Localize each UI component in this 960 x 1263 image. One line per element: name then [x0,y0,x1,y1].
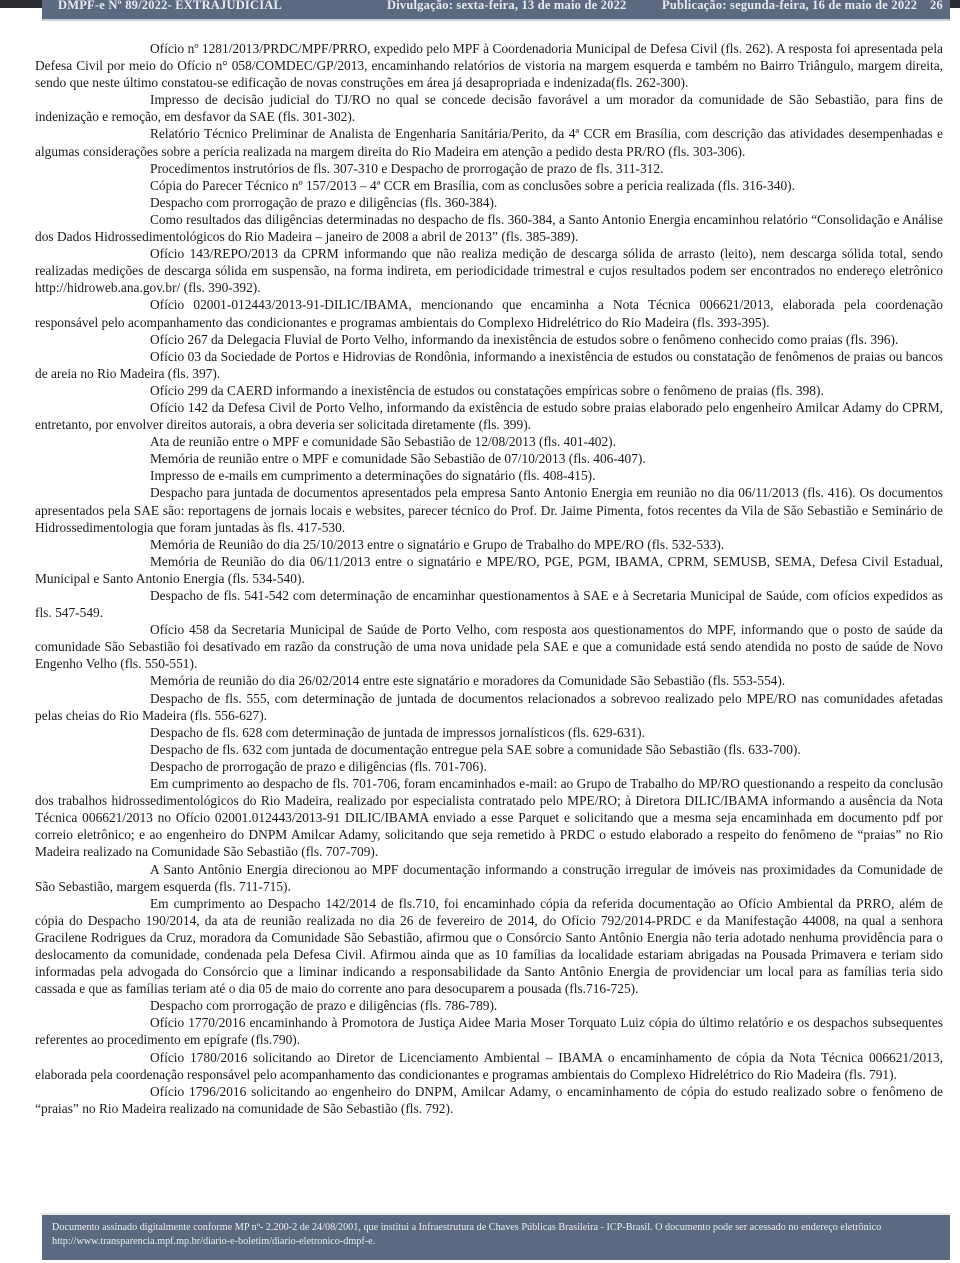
page-footer [42,1213,950,1260]
paragraph: Impresso de decisão judicial do TJ/RO no qual se concede decisão favorável a um morador da comunidade de São Sebastião, para fins de indenização e remoção, em desfavor da SAE (fls. 301-302). [35,92,943,125]
paragraph: Como resultados das diligências determinadas no despacho de fls. 360-384, a Santo Antonio Energia encaminhou relatório “Consolidação e Análise dos Dados Hidrossedimentológicos do Rio Madeira – janeiro de 2008 a abril de 2013” (fls. 385-389). [35,211,943,245]
paragraph: Despacho de fls. 541-542 com determinação de encaminhar questionamentos à SAE e à Secretaria Municipal de Saúde, com ofícios expedidos as fls. 547-549. [35,588,943,621]
paragraph: Despacho de prorrogação de prazo e diligências (fls. 701-706). [150,758,487,774]
publicacao-date: Publicação: segunda-feira, 16 de maio de 2022 [662,0,918,12]
edition-label: DMPF-e Nº 89/2022- EXTRAJUDICIAL [58,0,283,12]
page-number: 26 [930,0,943,12]
paragraph: Despacho com prorrogação de prazo e diligências (fls. 360-384). [150,194,498,210]
paragraph: Despacho de fls. 632 com juntada de documentação entregue pela SAE sobre a comunidade São Sebastião (fls. 633-700). [150,741,801,757]
paragraph: Em cumprimento ao Despacho 142/2014 de fls.710, foi encaminhado cópia da referida documentação ao Ofício Ambiental da PRRO, além de cópia do Despacho 190/2014, da ata de reunião realizada no dia 26 de fevereiro de 2014, do Ofício 792/2014-PRDC e da Manifestação 44008, na qual a senhora Gracilene Rodrigues da Cruz, moradora da Comunidade São Sebastião, afirmou que o Consórcio Santo Antônio Energia não teria adotado nenhuma providência para o deslocamento da comunidade, condenada pela Defesa Civil. Afirmou ainda que as 10 famílias da localidade estariam abrigadas na Pousada Primavera e teriam sido informadas pela advogada do Consórcio que a liminar indicando a responsabilidade da Santo Antônio Energia de providenciar um local para as famílias teria sido cassada e que as famílias teriam até o dia 05 de maio do corrente ano para desocuparem a pousada (fls.716-725). [35,895,943,997]
paragraph: Despacho de fls. 555, com determinação de juntada de documentos relacionados a sobrevoo realizado pelo MPE/RO nas comunidades afetadas pelas cheias do Rio Madeira (fls. 556-627). [35,690,943,723]
paragraph: Memória de Reunião do dia 06/11/2013 entre o signatário e MPE/RO, PGE, PGM, IBAMA, CPRM, SEMUSB, SEMA, Defesa Civil Estadual, Municipal e Santo Antonio Energia (fls. 534-540). [35,553,943,586]
paragraph: Despacho para juntada de documentos apresentados pela empresa Santo Antonio Energia em reunião no dia 06/11/2013 (fls. 416). Os documentos apresentados pela SAE são: reportagens de jornais locais e websites, parecer técnico do Prof. Dr. Jaime Pimenta, fotos recentes da Vila de São Sebastião e Seminário de Hidrossedimentologia que foram juntadas às fls. 417-530. [35,485,943,535]
paragraph: Despacho com prorrogação de prazo e diligências (fls. 786-789). [150,998,498,1014]
paragraph: Ofício 03 da Sociedade de Portos e Hidrovias de Rondônia, informando a inexistência de estudos ou constatação de fenômenos de praias ou bancos de areia no Rio Madeira (fls. 397). [35,348,943,381]
paragraph: A Santo Antônio Energia direcionou ao MPF documentação informando a construção irregular de imóveis nas proximidades da Comunidade de São Sebastião, margem esquerda (fls. 711-715). [35,861,943,894]
paragraph: Ata de reunião entre o MPF e comunidade São Sebastião de 12/08/2013 (fls. 401-402). [150,434,616,450]
paragraph: Relatório Técnico Preliminar de Analista de Engenharia Sanitária/Perito, da 4ª CCR em Brasília, com descrição das atividades desempenhadas e algumas considerações sobre a perícia realizada na margem direita do Rio Madeira em atenção a pedido desta PR/RO (fls. 303-306). [35,126,943,159]
paragraph: Memória de reunião entre o MPF e comunidade São Sebastião de 07/10/2013 (fls. 406-407). [150,451,646,467]
paragraph: Ofício nº 1281/2013/PRDC/MPF/PRRO, expedido pelo MPF à Coordenadoria Municipal de Defesa Civil (fls. 262). A resposta foi apresentada pela Defesa Civil por meio do Ofício n° 058/COMDEC/GP/2013, encaminhando relatórios de vistoria na margem esquerda e também no Bairro Triângulo, margem direita, sendo que neste último constatou-se edificação de novas construções em área já desapropriada e indenizada(fls. 262-300). [35,41,943,91]
footer-signature-notice: Documento assinado digitalmente conforme MP nº- 2.200-2 de 24/08/2001, que institui a Infraestrutura de Chaves Públicas Brasileira - ICP-Brasil. O documento pode ser acessado no endereço eletrônico http://www.transparencia.mpf.mp.br/diario-e-boletim/diario-eletronico-dmpf-e. [52,1222,882,1247]
paragraph: Ofício 267 da Delegacia Fluvial de Porto Velho, informando da inexistência de estudos sobre o fenômeno conhecido como praias (fls. 396). [150,331,899,347]
paragraph: Ofício 1796/2016 solicitando ao engenheiro do DNPM, Amilcar Adamy, o encaminhamento de cópia do estudo realizado sobre o fenômeno de “praias” no Rio Madeira realizado na comunidade de São Sebastião (fls. 792). [35,1083,943,1116]
paragraph: Ofício 299 da CAERD informando a inexistência de estudos ou constatações empíricas sobre o fenômeno de praias (fls. 398). [150,382,824,398]
divulgacao-date: Divulgação: sexta-feira, 13 de maio de 2022 [387,0,627,12]
paragraph: Despacho de fls. 628 com determinação de juntada de impressos jornalísticos (fls. 629-631). [150,724,645,740]
paragraph: Ofício 1780/2016 solicitando ao Diretor de Licenciamento Ambiental – IBAMA o encaminhamento de cópia da Nota Técnica 006621/2013, elaborada pela coordenação responsável pelo acompanhamento das condicionantes e programas ambientais do Complexo Hidrelétrico do Rio Madeira (fls. 791). [35,1049,943,1082]
paragraph: Ofício 02001-012443/2013-91-DILIC/IBAMA, mencionando que encaminha a Nota Técnica 006621/2013, elaborada pela coordenação responsável pelo acompanhamento das condicionantes e programas ambientais do Complexo Hidrelétrico do Rio Madeira (fls. 393-395). [35,297,943,330]
paragraph: Ofício 458 da Secretaria Municipal de Saúde de Porto Velho, com resposta aos questionamentos do MPF, informando que o posto de saúde da comunidade São Sebastião foi desativado em razão da construção de uma nova unidade pela SAE e que a comunidade está sendo atendida no posto de saúde de Novo Engenho Velho (fls. 550-551). [35,622,943,672]
paragraph: Procedimentos instrutórios de fls. 307-310 e Despacho de prorrogação de prazo de fls. 311-312. [150,160,664,176]
page-header [42,0,950,21]
paragraph: Impresso de e-mails em cumprimento a determinações do signatário (fls. 408-415). [150,468,596,484]
paragraph: Ofício 1770/2016 encaminhando à Promotora de Justiça Aidee Maria Moser Torquato Luiz cópia do último relatório e os despachos subsequentes referentes ao procedimento em epígrafe (fls.790). [35,1015,943,1048]
paragraph: Ofício 143/REPO/2013 da CPRM informando que não realiza medição de descarga sólida de arrasto (leito), nem descarga sólida total, sendo realizadas medições de descarga sólida em suspensão, na forma indireta, em periodicidade trimestral e cujos resultados podem ser encontrados no endereço eletrônico http://hidroweb.ana.gov.br/ (fls. 390-392). [35,246,943,296]
document-body [35,40,943,1117]
paragraph: Memória de reunião do dia 26/02/2014 entre este signatário e moradores da Comunidade São Sebastião (fls. 553-554). [150,673,786,689]
paragraph: Em cumprimento ao despacho de fls. 701-706, foram encaminhados e-mail: ao Grupo de Trabalho do MP/RO questionando a respeito da conclusão dos trabalhos hidrossedimentológicos do Rio Madeira, realizado por especialista contratado pelo MPE/RO; à Diretora DILIC/IBAMA informando a ausência da Nota Técnica 006621/2013 no Ofício 02001.012443/2013-91 DILIC/IBAMA enviado a esse Parquet e solicitando que a mesma seja encaminhada em documento pdf por correio eletrônico; e ao engenheiro do DNPM Amilcar Adamy, solicitando que seja remetido à PRDC o estudo elaborado a respeito do fenômeno de “praias” no Rio Madeira realizado na Comunidade São Sebastião (fls. 707-709). [35,776,943,860]
paragraph: Ofício 142 da Defesa Civil de Porto Velho, informando da existência de estudo sobre praias elaborado pelo engenheiro Amilcar Adamy do CPRM, entretanto, por envolver direitos autorais, a obra deveria ser solicitada diretamente (fls. 399). [35,399,943,433]
paragraph: Memória de Reunião do dia 25/10/2013 entre o signatário e Grupo de Trabalho do MPE/RO (fls. 532-533). [150,536,725,552]
paragraph: Cópia do Parecer Técnico nº 157/2013 – 4ª CCR em Brasília, com as conclusões sobre a perícia realizada (fls. 316-340). [150,177,795,193]
